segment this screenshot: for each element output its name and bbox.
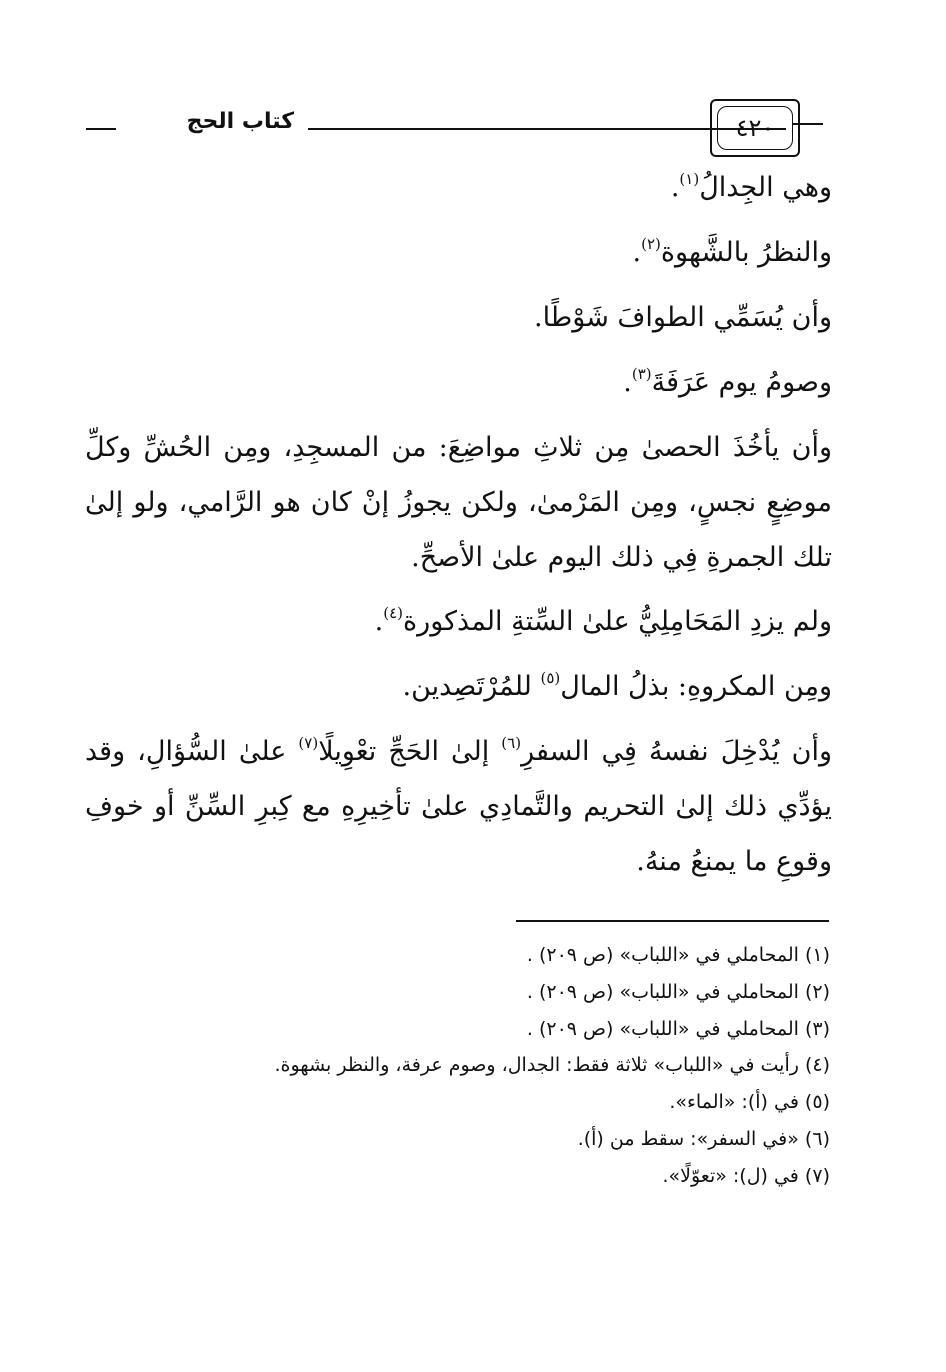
page-number-frame [710, 99, 800, 157]
footnote-ref[interactable]: (٦) [501, 734, 522, 752]
footnote-ref[interactable]: (٥) [540, 669, 561, 687]
footnotes [150, 937, 830, 1195]
footnote-item: (٥) في (أ): «الماء». [669, 1091, 830, 1114]
footnote-item: (٣) المحاملي في «اللباب» (ص ٢٠٩) . [526, 1017, 830, 1040]
footnote-separator [516, 920, 829, 922]
page-number: ٤٢٠ [717, 106, 793, 150]
footnote-ref[interactable]: (١) [679, 170, 700, 188]
footnote-item: (٧) في (ل): «تعوّلًا». [662, 1164, 830, 1187]
main-text [85, 160, 832, 898]
paragraph: وأن يُسَمِّي الطوافَ شَوْطًا. [533, 302, 832, 333]
page-header [80, 95, 840, 165]
footnote-ref[interactable]: (٣) [631, 365, 652, 383]
paragraph: وصومُ يوم عَرَفَةَ$^{(٣)}$. [623, 365, 832, 398]
footnote-ref[interactable]: (٤) [383, 604, 404, 622]
footnote-item: (٦) «في السفر»: سقط من (أ). [577, 1127, 830, 1150]
header-dash-left [86, 128, 116, 130]
paragraph: ومِن المكروهِ: بذلُ المال$^{(٥)}$ للمُرْتَصِدين. [402, 669, 832, 702]
footnote-item: (٤) رأيت في «اللباب» ثلاثة فقط: الجدال، وصوم عرفة، والنظر بشهوة. [274, 1054, 830, 1077]
paragraph: وهي الجِدالُ$^{(١)}$. [670, 170, 832, 203]
paragraph: وأن يأخُذَ الحصىٰ مِن ثلاثِ مواضِعَ: من المسجِدِ، ومِن الحُشِّ وكلِّ موضِعٍ نجسٍ، ومِن المَرْمىٰ، ولكن يجوزُ إنْ كان هو الرَّامي، ولو إلىٰ تلك الجمرةِ فِي ذلك اليوم علىٰ الأصحِّ. [85, 432, 832, 573]
paragraph: والنظرُ بالشَّهوة$^{(٢)}$. [632, 235, 832, 268]
footnote-item: (٢) المحاملي في «اللباب» (ص ٢٠٩) . [526, 980, 830, 1003]
book-title: كتاب الحج [186, 109, 294, 134]
footnote-item: (١) المحاملي في «اللباب» (ص ٢٠٩) . [526, 944, 830, 966]
header-dash-right [793, 123, 823, 125]
paragraph: ولم يزدِ المَحَامِلِيُّ علىٰ السِّتةِ المذكورة$^{(٤)}$. [374, 604, 832, 637]
footnote-ref[interactable]: (٢) [641, 235, 661, 253]
paragraph: وأن يُدْخِلَ نفسهُ فِي السفرِ$^{(٦)}$ إلىٰ الحَجِّ تعْوِيلًا$^{(٧)}$ علىٰ السُّؤالِ، وقد يؤدِّي ذلك إلىٰ التحريم والتَّمادِي علىٰ تأخِيرِهِ مع كِبرِ السِّنِّ أو خوفِ وقوعِ ما يمنعُ منهُ. [85, 734, 832, 877]
footnote-ref[interactable]: (٧) [298, 734, 319, 752]
